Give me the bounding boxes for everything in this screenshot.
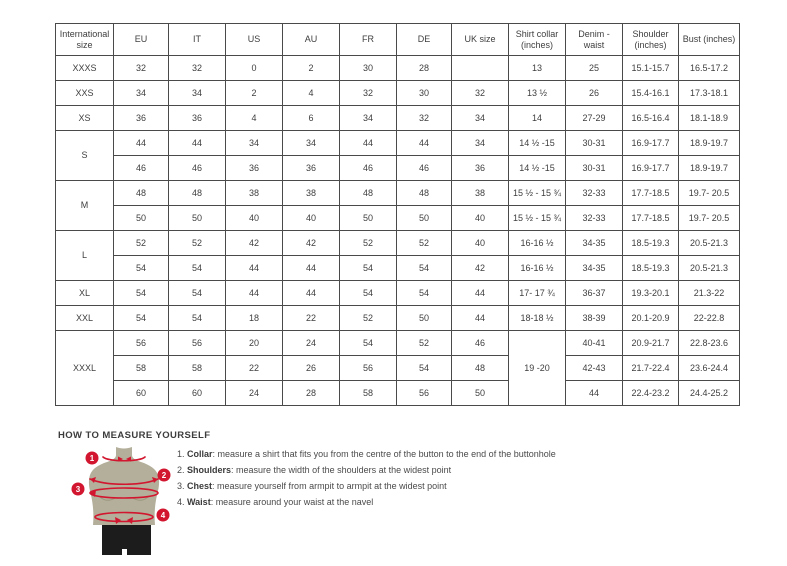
cell-bust: 24.4-25.2 (679, 381, 740, 406)
cell-bust: 16.5-17.2 (679, 56, 740, 81)
cell-au: 38 (283, 181, 340, 206)
step-text: : measure around your waist at the navel (210, 497, 374, 507)
torso-measurement-figure (60, 446, 188, 558)
cell-it: 32 (169, 56, 226, 81)
marker-4 (157, 509, 170, 522)
cell-denim-waist: 27-29 (566, 106, 623, 131)
cell-shirt-collar: 15 ½ - 15 ¾ (509, 206, 566, 231)
cell-au: 24 (283, 331, 340, 356)
cell-it: 46 (169, 156, 226, 181)
measure-instructions-list (177, 448, 556, 512)
cell-fr: 44 (340, 131, 397, 156)
cell-denim-waist: 30-31 (566, 156, 623, 181)
table-row (56, 231, 740, 256)
cell-shirt-collar: 16-16 ½ (509, 256, 566, 281)
cell-shoulder: 15.1-15.7 (623, 56, 679, 81)
step-text: : measure the width of the shoulders at the widest point (231, 465, 452, 475)
cell-bust: 22-22.8 (679, 306, 740, 331)
cell-au: 40 (283, 206, 340, 231)
table-row (56, 256, 740, 281)
cell-shirt-collar: 18-18 ½ (509, 306, 566, 331)
cell-au: 36 (283, 156, 340, 181)
column-header: US (226, 24, 283, 56)
table-row (56, 306, 740, 331)
cell-shoulder: 21.7-22.4 (623, 356, 679, 381)
cell-fr: 32 (340, 81, 397, 106)
column-header: EU (114, 24, 169, 56)
cell-denim-waist: 25 (566, 56, 623, 81)
cell-shoulder: 16.9-17.7 (623, 131, 679, 156)
table-row (56, 206, 740, 231)
column-header: International size (56, 24, 114, 56)
cell-it: 50 (169, 206, 226, 231)
table-row (56, 331, 740, 356)
cell-uk-size: 34 (452, 106, 509, 131)
cell-eu: 58 (114, 356, 169, 381)
cell-uk-size: 32 (452, 81, 509, 106)
cell-de: 54 (397, 356, 452, 381)
cell-fr: 48 (340, 181, 397, 206)
cell-uk-size: 42 (452, 256, 509, 281)
cell-fr: 54 (340, 331, 397, 356)
cell-shirt-collar: 17- 17 ¾ (509, 281, 566, 306)
cell-eu: 60 (114, 381, 169, 406)
cell-shirt-collar: 13 ½ (509, 81, 566, 106)
cell-bust: 19.7- 20.5 (679, 181, 740, 206)
cell-it: 44 (169, 131, 226, 156)
marker-3 (72, 483, 85, 496)
cell-denim-waist: 30-31 (566, 131, 623, 156)
cell-fr: 52 (340, 306, 397, 331)
cell-denim-waist: 32-33 (566, 181, 623, 206)
cell-shoulder: 15.4-16.1 (623, 81, 679, 106)
cell-denim-waist: 26 (566, 81, 623, 106)
table-row (56, 81, 740, 106)
cell-au: 44 (283, 256, 340, 281)
cell-shoulder: 19.3-20.1 (623, 281, 679, 306)
cell-shoulder: 18.5-19.3 (623, 231, 679, 256)
cell-au: 22 (283, 306, 340, 331)
cell-us: 24 (226, 381, 283, 406)
cell-it: 36 (169, 106, 226, 131)
table-row (56, 56, 740, 81)
cell-shirt-collar: 19 -20 (509, 331, 566, 406)
column-header: UK size (452, 24, 509, 56)
step-text: : measure a shirt that fits you from the centre of the button to the end of the buttonhole (212, 449, 556, 459)
cell-international-size: XXXS (56, 56, 114, 81)
cell-de: 54 (397, 256, 452, 281)
column-header: Denim - waist (566, 24, 623, 56)
table-row (56, 356, 740, 381)
cell-uk-size: 44 (452, 281, 509, 306)
cell-uk-size: 34 (452, 131, 509, 156)
cell-bust: 20.5-21.3 (679, 231, 740, 256)
cell-shoulder: 16.9-17.7 (623, 156, 679, 181)
cell-it: 52 (169, 231, 226, 256)
column-header: Bust (inches) (679, 24, 740, 56)
cell-it: 48 (169, 181, 226, 206)
cell-fr: 50 (340, 206, 397, 231)
cell-international-size: XXL (56, 306, 114, 331)
cell-fr: 58 (340, 381, 397, 406)
cell-bust: 22.8-23.6 (679, 331, 740, 356)
column-header: IT (169, 24, 226, 56)
table-row (56, 156, 740, 181)
cell-uk-size: 50 (452, 381, 509, 406)
cell-de: 32 (397, 106, 452, 131)
cell-us: 20 (226, 331, 283, 356)
torso-illustration (60, 446, 188, 558)
cell-denim-waist: 44 (566, 381, 623, 406)
cell-fr: 46 (340, 156, 397, 181)
cell-uk-size (452, 56, 509, 81)
cell-shoulder: 22.4-23.2 (623, 381, 679, 406)
cell-shirt-collar: 16-16 ½ (509, 231, 566, 256)
cell-fr: 52 (340, 231, 397, 256)
cell-bust: 21.3-22 (679, 281, 740, 306)
cell-denim-waist: 32-33 (566, 206, 623, 231)
cell-uk-size: 36 (452, 156, 509, 181)
cell-shirt-collar: 14 ½ -15 (509, 156, 566, 181)
cell-shoulder: 17.7-18.5 (623, 181, 679, 206)
cell-shirt-collar: 13 (509, 56, 566, 81)
cell-us: 44 (226, 256, 283, 281)
cell-eu: 34 (114, 81, 169, 106)
cell-au: 28 (283, 381, 340, 406)
cell-international-size: XL (56, 281, 114, 306)
cell-bust: 17.3-18.1 (679, 81, 740, 106)
table-row (56, 181, 740, 206)
cell-de: 30 (397, 81, 452, 106)
cell-international-size: M (56, 181, 114, 231)
cell-denim-waist: 34-35 (566, 256, 623, 281)
table-row (56, 131, 740, 156)
cell-fr: 34 (340, 106, 397, 131)
cell-international-size: XXS (56, 81, 114, 106)
cell-denim-waist: 42-43 (566, 356, 623, 381)
cell-au: 6 (283, 106, 340, 131)
cell-us: 18 (226, 306, 283, 331)
column-header: Shoulder (inches) (623, 24, 679, 56)
svg-text:1: 1 (89, 454, 95, 463)
marker-2 (158, 469, 171, 482)
cell-shirt-collar: 15 ½ - 15 ¾ (509, 181, 566, 206)
cell-eu: 56 (114, 331, 169, 356)
cell-uk-size: 38 (452, 181, 509, 206)
column-header: FR (340, 24, 397, 56)
cell-us: 38 (226, 181, 283, 206)
cell-eu: 46 (114, 156, 169, 181)
cell-de: 44 (397, 131, 452, 156)
cell-us: 40 (226, 206, 283, 231)
measure-step (177, 448, 556, 460)
cell-uk-size: 46 (452, 331, 509, 356)
cell-eu: 54 (114, 306, 169, 331)
cell-fr: 54 (340, 281, 397, 306)
step-number: 3. (177, 481, 188, 491)
step-label: Shoulders (187, 465, 232, 475)
cell-shoulder: 20.9-21.7 (623, 331, 679, 356)
cell-de: 28 (397, 56, 452, 81)
marker-1 (86, 452, 99, 465)
cell-denim-waist: 34-35 (566, 231, 623, 256)
cell-us: 22 (226, 356, 283, 381)
cell-us: 0 (226, 56, 283, 81)
step-number: 4. (177, 497, 188, 507)
column-header: AU (283, 24, 340, 56)
cell-us: 4 (226, 106, 283, 131)
table-row (56, 281, 740, 306)
table-row (56, 106, 740, 131)
cell-de: 56 (397, 381, 452, 406)
svg-text:4: 4 (160, 511, 166, 520)
cell-international-size: XXXL (56, 331, 114, 406)
table-header-row (56, 24, 740, 56)
measure-step (177, 496, 556, 508)
cell-au: 44 (283, 281, 340, 306)
measure-step (177, 464, 556, 476)
cell-it: 54 (169, 256, 226, 281)
cell-us: 2 (226, 81, 283, 106)
cell-eu: 52 (114, 231, 169, 256)
cell-it: 58 (169, 356, 226, 381)
step-label: Collar (187, 449, 213, 459)
cell-bust: 18.9-19.7 (679, 131, 740, 156)
step-label: Waist (187, 497, 211, 507)
cell-au: 42 (283, 231, 340, 256)
cell-de: 48 (397, 181, 452, 206)
cell-denim-waist: 40-41 (566, 331, 623, 356)
column-header: Shirt collar (inches) (509, 24, 566, 56)
cell-us: 34 (226, 131, 283, 156)
svg-text:3: 3 (75, 485, 81, 494)
svg-text:2: 2 (161, 471, 167, 480)
cell-bust: 19.7- 20.5 (679, 206, 740, 231)
step-number: 1. (177, 449, 188, 459)
cell-denim-waist: 38-39 (566, 306, 623, 331)
step-number: 2. (177, 465, 188, 475)
column-header: DE (397, 24, 452, 56)
cell-international-size: XS (56, 106, 114, 131)
cell-au: 26 (283, 356, 340, 381)
step-text: : measure yourself from armpit to armpit at the widest point (212, 481, 447, 491)
table-row (56, 381, 740, 406)
cell-fr: 30 (340, 56, 397, 81)
cell-us: 42 (226, 231, 283, 256)
cell-shirt-collar: 14 ½ -15 (509, 131, 566, 156)
cell-bust: 20.5-21.3 (679, 256, 740, 281)
cell-uk-size: 40 (452, 206, 509, 231)
cell-it: 60 (169, 381, 226, 406)
shorts-shape (102, 525, 151, 555)
cell-eu: 44 (114, 131, 169, 156)
size-chart-table (55, 23, 740, 406)
measure-step (177, 480, 556, 492)
cell-eu: 50 (114, 206, 169, 231)
cell-uk-size: 48 (452, 356, 509, 381)
cell-de: 46 (397, 156, 452, 181)
cell-eu: 54 (114, 256, 169, 281)
cell-bust: 18.9-19.7 (679, 156, 740, 181)
cell-de: 54 (397, 281, 452, 306)
cell-eu: 36 (114, 106, 169, 131)
cell-eu: 48 (114, 181, 169, 206)
cell-de: 52 (397, 331, 452, 356)
cell-international-size: L (56, 231, 114, 281)
cell-au: 34 (283, 131, 340, 156)
cell-it: 54 (169, 281, 226, 306)
cell-au: 2 (283, 56, 340, 81)
cell-shoulder: 20.1-20.9 (623, 306, 679, 331)
cell-de: 50 (397, 306, 452, 331)
cell-shoulder: 18.5-19.3 (623, 256, 679, 281)
step-label: Chest (187, 481, 213, 491)
cell-eu: 32 (114, 56, 169, 81)
cell-shirt-collar: 14 (509, 106, 566, 131)
cell-shoulder: 17.7-18.5 (623, 206, 679, 231)
cell-international-size: S (56, 131, 114, 181)
cell-bust: 18.1-18.9 (679, 106, 740, 131)
cell-shoulder: 16.5-16.4 (623, 106, 679, 131)
cell-de: 52 (397, 231, 452, 256)
cell-eu: 54 (114, 281, 169, 306)
cell-uk-size: 40 (452, 231, 509, 256)
cell-denim-waist: 36-37 (566, 281, 623, 306)
cell-de: 50 (397, 206, 452, 231)
cell-it: 56 (169, 331, 226, 356)
cell-au: 4 (283, 81, 340, 106)
cell-us: 44 (226, 281, 283, 306)
cell-it: 54 (169, 306, 226, 331)
cell-it: 34 (169, 81, 226, 106)
measure-section-title: HOW TO MEASURE YOURSELF (58, 430, 211, 441)
cell-bust: 23.6-24.4 (679, 356, 740, 381)
cell-uk-size: 44 (452, 306, 509, 331)
cell-fr: 56 (340, 356, 397, 381)
cell-us: 36 (226, 156, 283, 181)
cell-fr: 54 (340, 256, 397, 281)
